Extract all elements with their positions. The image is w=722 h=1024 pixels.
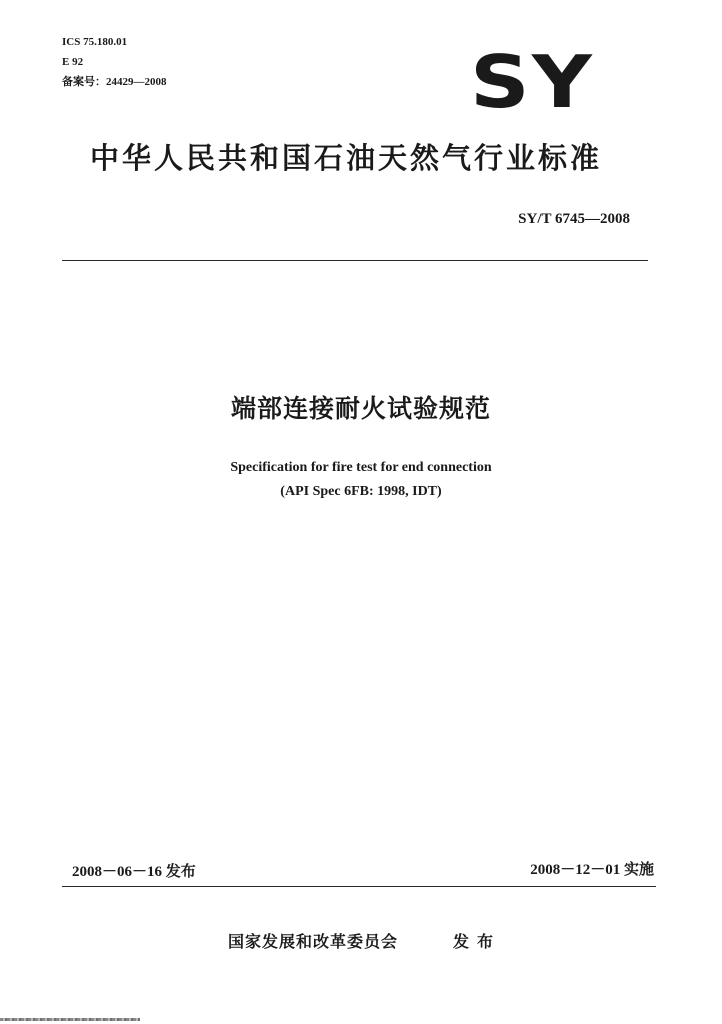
footer-divider xyxy=(62,886,656,887)
issuer-action: 发布 xyxy=(453,932,502,951)
adoption-note: (API Spec 6FB: 1998, IDT) xyxy=(280,484,442,499)
ccs-code: E 92 xyxy=(62,56,84,68)
english-title: Specification for fire test for end connection xyxy=(230,460,492,475)
implementation-date: 2008－12－01 实施 xyxy=(530,862,654,878)
ics-code: ICS 75.180.01 xyxy=(62,36,128,48)
issuer-name: 国家发展和改革委员会 xyxy=(228,932,399,951)
issue-date: 2008－06－16 发布 xyxy=(72,864,196,880)
sy-logo: SY xyxy=(470,40,595,124)
scan-edge-artifact xyxy=(0,1018,140,1021)
chinese-title: 端部连接耐火试验规范 xyxy=(230,394,491,423)
header-divider xyxy=(62,260,648,261)
standard-category: 中华人民共和国石油天然气行业标准 xyxy=(90,141,603,175)
filing-number: 备案号：24429—2008 xyxy=(62,76,167,88)
standard-number: SY/T 6745—2008 xyxy=(518,211,630,227)
